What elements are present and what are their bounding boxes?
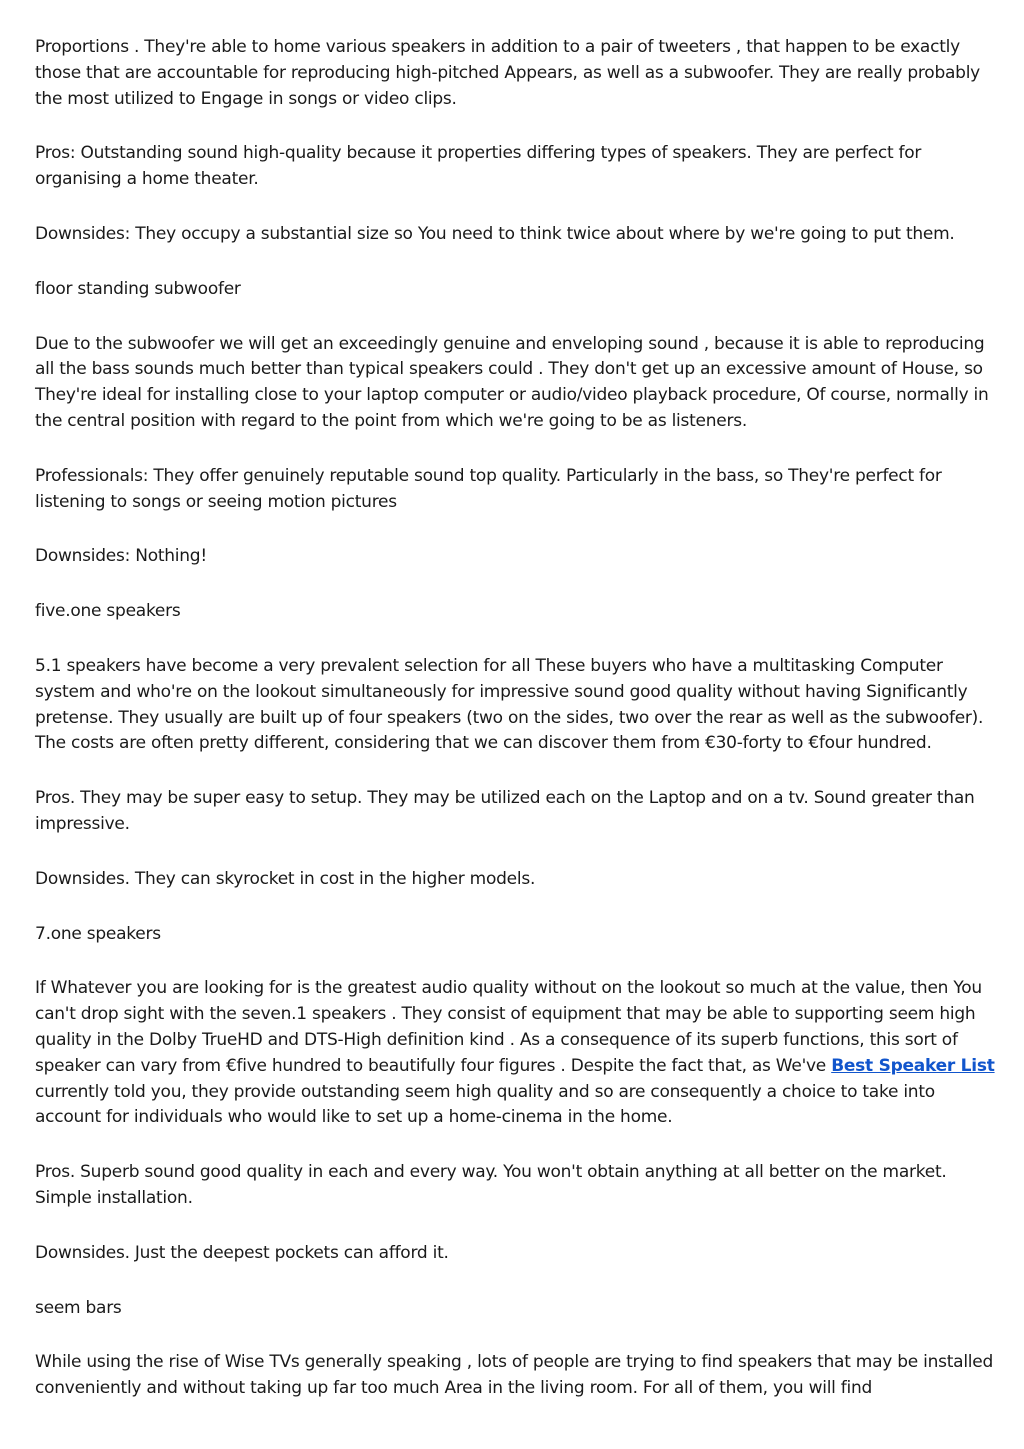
paragraph-subwoofer-description: Due to the subwoofer we will get an exceedingly genuine and enveloping sound , because it is able to reproducing all the bass sounds much better than typical speakers could . They don't get up an excessive amount of House, so They're ideal for installing close to your laptop computer or audio/video playback procedure, Of course, normally in the central position with regard to the point from which we're going to be as listeners. bbox=[35, 333, 989, 431]
best-speaker-list-link[interactable]: Best Speaker List bbox=[831, 1055, 995, 1076]
paragraph-downsides-nothing: Downsides: Nothing! bbox=[35, 546, 207, 567]
heading-seem-bars: seem bars bbox=[35, 1297, 122, 1318]
paragraph-pros-five-one: Pros. They may be super easy to setup. They may be utilized each on the Laptop and on a tv. Sound greater than impressive. bbox=[35, 788, 975, 834]
heading-seven-one-speakers: 7.one speakers bbox=[35, 923, 161, 944]
paragraph-text-after-link: currently told you, they provide outstanding seem high quality and so are consequently a choice to take into account for individuals who would like to set up a home-cinema in the home. bbox=[35, 1081, 935, 1128]
paragraph-downsides-size: Downsides: They occupy a substantial size so You need to think twice about where by we're going to put them. bbox=[35, 223, 955, 244]
paragraph-downsides-pockets: Downsides. Just the deepest pockets can afford it. bbox=[35, 1242, 449, 1263]
paragraph-text-before-link: If Whatever you are looking for is the greatest audio quality without on the lookout so much at the value, then You can't drop sight with the seven.1 speakers . They consist of equipment that may be able to supporting seem high quality in the Dolby TrueHD and DTS-High definition kind . As a consequence of its superb functions, this sort of speaker can vary from €five hundred to beautifully four figures . Despite the fact that, as We've bbox=[35, 978, 982, 1076]
paragraph-pros-home-theater: Pros: Outstanding sound high-quality because it properties differing types of speakers. They are perfect for organising a home theater. bbox=[35, 143, 922, 190]
paragraph-sound-bars-description: While using the rise of Wise TVs generally speaking , lots of people are trying to find speakers that may be installed conveniently and without taking up far too much Area in the living room. For all of them, you will find bbox=[35, 1352, 994, 1399]
paragraph-professionals-subwoofer: Professionals: They offer genuinely reputable sound top quality. Particularly in the bass, so They're perfect for listening to songs or seeing motion pictures bbox=[35, 465, 942, 512]
heading-floor-standing-subwoofer: floor standing subwoofer bbox=[35, 278, 241, 299]
paragraph-seven-one-description bbox=[35, 976, 995, 1131]
paragraph-downsides-cost: Downsides. They can skyrocket in cost in the higher models. bbox=[35, 868, 536, 889]
heading-five-one-speakers: five.one speakers bbox=[35, 601, 181, 622]
paragraph-five-one-description: 5.1 speakers have become a very prevalent selection for all These buyers who have a multitasking Computer system and who're on the lookout simultaneously for impressive sound good quality without having Significantly pretense. They usually are built up of four speakers (two on the sides, two over the rear as well as the subwoofer). The costs are often pretty different, considering that we can discover them from €30-forty to €four hundred. bbox=[35, 655, 984, 754]
paragraph-proportions: Proportions . They're able to home various speakers in addition to a pair of tweeters , that happen to be exactly those that are accountable for reproducing high-pitched Appears, as well as a subwoofer. They are really probably the most utilized to Engage in songs or video clips. bbox=[35, 37, 980, 109]
paragraph-pros-seven-one: Pros. Superb sound good quality in each and every way. You won't obtain anything at all better on the market. Simple installation. bbox=[35, 1162, 947, 1208]
document-body bbox=[35, 35, 995, 1431]
